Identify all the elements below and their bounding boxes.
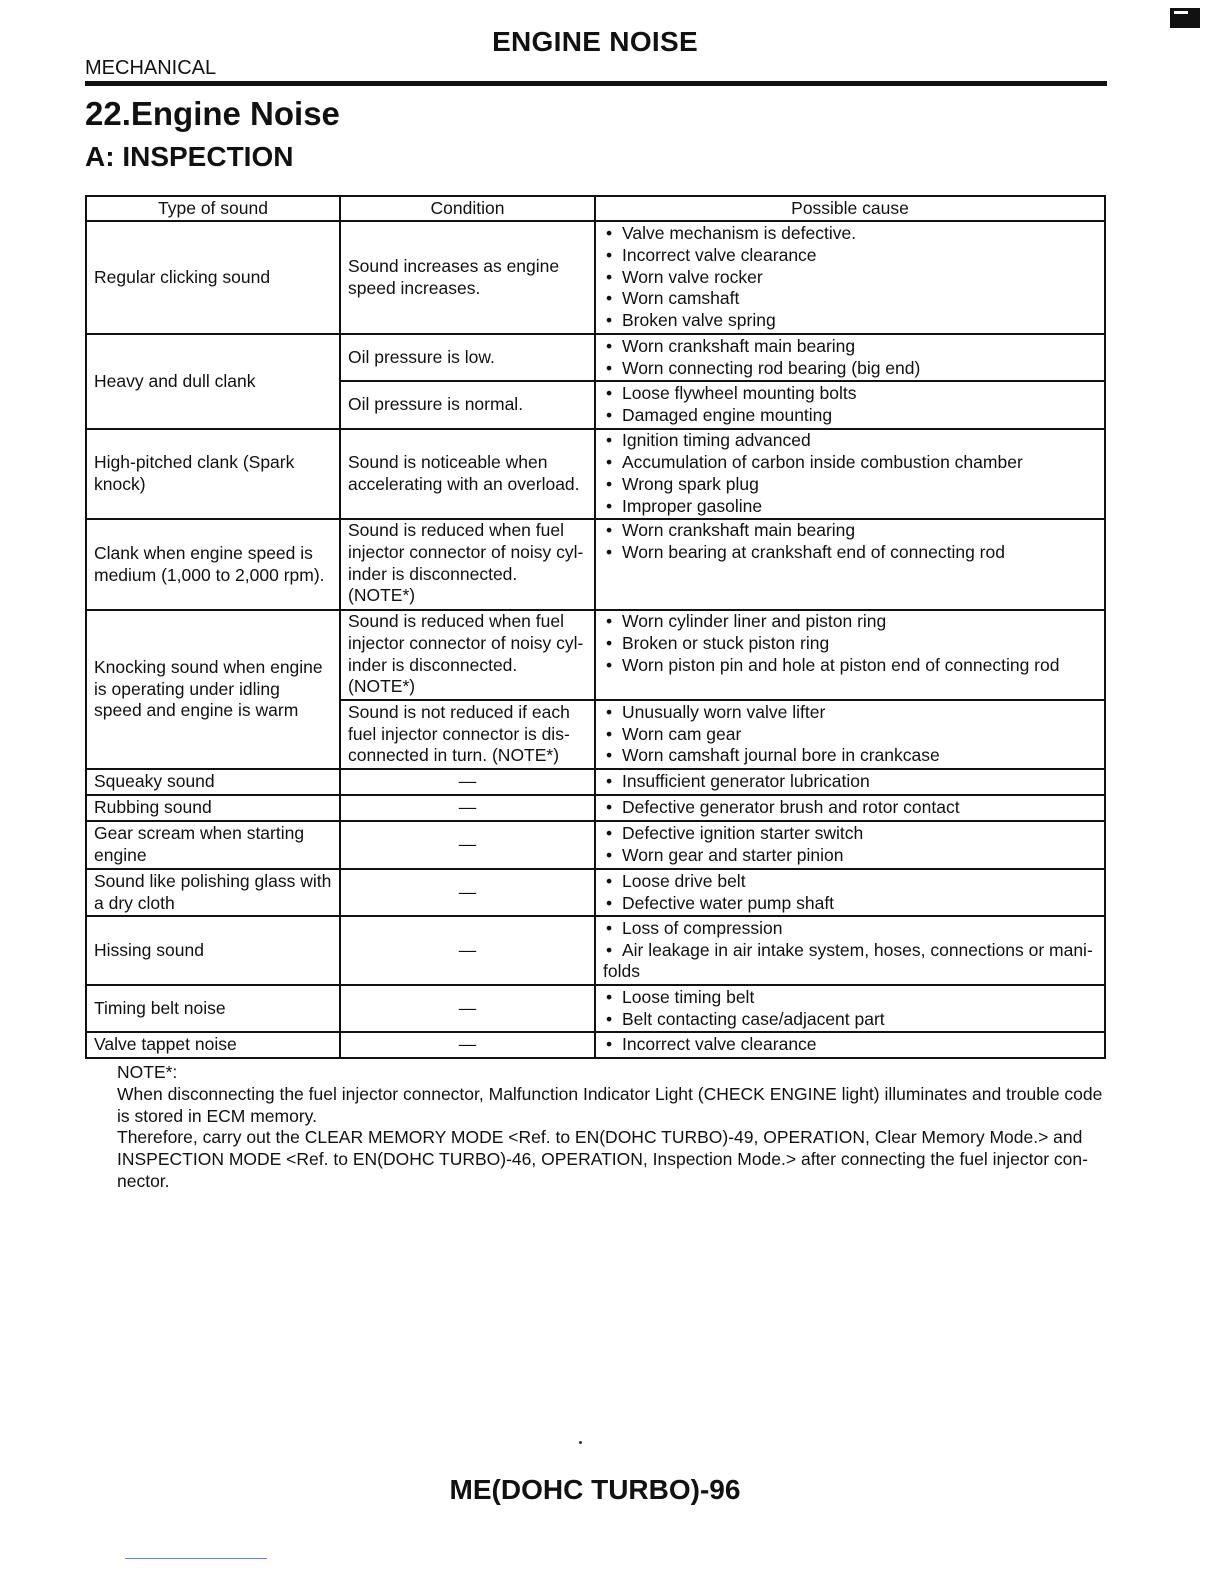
cause-item: • Ignition timing advanced — [603, 430, 1097, 452]
sound-type-cell: High-pitched clank (Spark knock) — [86, 429, 340, 519]
cause-item: • Worn piston pin and hole at piston end of connecting rod — [603, 655, 1097, 677]
cause-item: • Worn camshaft journal bore in crankcase — [603, 745, 1097, 767]
cause-cell — [595, 869, 1105, 916]
condition-cell: Sound is not reduced if each fuel injector connector is dis-connected in turn. (NOTE*) — [340, 700, 595, 769]
sound-type-cell: Knocking sound when engine is operating under idling speed and engine is warm — [86, 610, 340, 769]
cause-cell — [595, 519, 1105, 610]
section-label: MECHANICAL — [85, 57, 217, 79]
cause-item: • Defective ignition starter switch — [603, 823, 1097, 845]
cause-cell — [595, 700, 1105, 769]
cause-item: • Broken or stuck piston ring — [603, 633, 1097, 655]
underline-mark — [125, 1558, 267, 1559]
cause-item: • Wrong spark plug — [603, 474, 1097, 496]
sound-type-cell: Hissing sound — [86, 916, 340, 985]
table-row — [86, 795, 1105, 821]
cause-item: • Loose drive belt — [603, 871, 1097, 893]
table-row — [86, 916, 1105, 985]
sound-type-cell: Heavy and dull clank — [86, 334, 340, 429]
table-row — [86, 334, 1105, 381]
cause-item: • Belt contacting case/adjacent part — [603, 1009, 1097, 1031]
sound-type-cell: Sound like polishing glass with a dry cloth — [86, 869, 340, 916]
condition-cell: Oil pressure is low. — [340, 334, 595, 381]
column-header-cause: Possible cause — [595, 196, 1105, 221]
cause-item: • Worn bearing at crankshaft end of connecting rod — [603, 542, 1097, 564]
condition-cell: Sound is reduced when fuel injector connector of noisy cyl-inder is disconnected. (NOTE*) — [340, 519, 595, 610]
cause-continuation: folds — [603, 961, 640, 982]
table-row — [86, 221, 1105, 334]
page-title: 22.Engine Noise — [85, 95, 340, 132]
cause-item: • Improper gasoline — [603, 496, 1097, 518]
table-row — [86, 519, 1105, 610]
cause-cell — [595, 795, 1105, 821]
cause-item: • Incorrect valve clearance — [603, 1034, 1097, 1056]
section-subtitle: A: INSPECTION — [85, 141, 294, 172]
table-row — [86, 869, 1105, 916]
note-text: Therefore, carry out the CLEAR MEMORY MODE <Ref. to EN(DOHC TURBO)-49, OPERATION, Clear Memory Mode.> and INSPECTION MODE <Ref. to EN(DOHC TURBO)-46, OPERATION, Inspection Mode.> after connecting the fuel injector con-nector. — [117, 1127, 1088, 1191]
cause-cell — [595, 916, 1105, 985]
stray-dot — [579, 1441, 582, 1444]
corner-registration-mark — [1170, 8, 1200, 28]
table-row — [86, 821, 1105, 869]
column-header-type: Type of sound — [86, 196, 340, 221]
condition-cell: — — [340, 821, 595, 869]
inspection-table — [85, 195, 1106, 1059]
cause-item: • Unusually worn valve lifter — [603, 702, 1097, 724]
sound-type-cell: Regular clicking sound — [86, 221, 340, 334]
cause-cell — [595, 769, 1105, 795]
sound-type-cell: Valve tappet noise — [86, 1032, 340, 1058]
header-title: ENGINE NOISE — [492, 26, 698, 57]
condition-cell: — — [340, 869, 595, 916]
sound-type-cell: Clank when engine speed is medium (1,000 to 2,000 rpm). — [86, 519, 340, 610]
header-rule — [85, 81, 1107, 86]
condition-cell: — — [340, 769, 595, 795]
condition-cell: — — [340, 985, 595, 1032]
condition-cell: Sound is noticeable when accelerating with an overload. — [340, 429, 595, 519]
cause-cell — [595, 334, 1105, 381]
condition-cell: Oil pressure is normal. — [340, 381, 595, 429]
cause-item: • Worn crankshaft main bearing — [603, 520, 1097, 542]
cause-item: • Loose flywheel mounting bolts — [603, 383, 1097, 405]
sound-type-cell: Rubbing sound — [86, 795, 340, 821]
cause-item: • Defective generator brush and rotor contact — [603, 797, 1097, 819]
condition-cell: Sound increases as engine speed increases. — [340, 221, 595, 334]
cause-item: • Broken valve spring — [603, 310, 1097, 332]
cause-item: • Accumulation of carbon inside combustion chamber — [603, 452, 1097, 474]
cause-item: • Air leakage in air intake system, hoses, connections or mani- — [603, 940, 1097, 962]
table-header-row — [86, 196, 1105, 221]
sound-type-cell: Timing belt noise — [86, 985, 340, 1032]
cause-cell — [595, 985, 1105, 1032]
cause-item: • Worn cylinder liner and piston ring — [603, 611, 1097, 633]
note-block — [117, 1062, 1107, 1193]
cause-item: • Damaged engine mounting — [603, 405, 1097, 427]
cause-item: • Worn gear and starter pinion — [603, 845, 1097, 867]
cause-cell — [595, 1032, 1105, 1058]
table-row — [86, 610, 1105, 700]
cause-item: • Worn cam gear — [603, 724, 1097, 746]
cause-item: • Insufficient generator lubrication — [603, 771, 1097, 793]
table-row — [86, 1032, 1105, 1058]
table-row — [86, 985, 1105, 1032]
cause-cell — [595, 221, 1105, 334]
condition-cell: — — [340, 1032, 595, 1058]
column-header-condition: Condition — [340, 196, 595, 221]
cause-item: • Worn connecting rod bearing (big end) — [603, 358, 1097, 380]
cause-item: • Worn valve rocker — [603, 267, 1097, 289]
table-row — [86, 769, 1105, 795]
cause-item: • Worn camshaft — [603, 288, 1097, 310]
cause-cell — [595, 610, 1105, 700]
note-label: NOTE*: — [117, 1062, 178, 1082]
cause-cell — [595, 821, 1105, 869]
cause-item: • Loss of compression — [603, 918, 1097, 940]
condition-cell: — — [340, 795, 595, 821]
cause-cell — [595, 381, 1105, 429]
condition-cell: Sound is reduced when fuel injector connector of noisy cyl-inder is disconnected. (NOTE*) — [340, 610, 595, 700]
table-row — [86, 429, 1105, 519]
cause-cell — [595, 429, 1105, 519]
cause-item: • Defective water pump shaft — [603, 893, 1097, 915]
sound-type-cell: Gear scream when starting engine — [86, 821, 340, 869]
cause-item: • Loose timing belt — [603, 987, 1097, 1009]
note-text: When disconnecting the fuel injector connector, Malfunction Indicator Light (CHECK ENGINE light) illuminates and trouble code is stored in ECM memory. — [117, 1083, 1103, 1126]
page-number: ME(DOHC TURBO)-96 — [449, 1474, 741, 1505]
sound-type-cell: Squeaky sound — [86, 769, 340, 795]
cause-item: • Incorrect valve clearance — [603, 245, 1097, 267]
condition-cell: — — [340, 916, 595, 985]
cause-item: • Valve mechanism is defective. — [603, 223, 1097, 245]
cause-item: • Worn crankshaft main bearing — [603, 336, 1097, 358]
